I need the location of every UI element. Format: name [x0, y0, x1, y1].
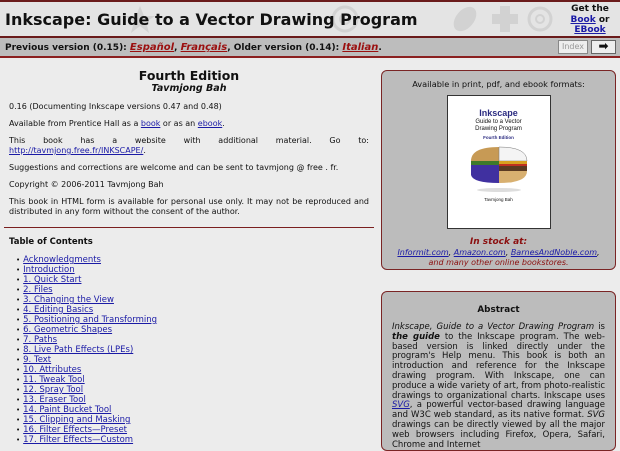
italian-link[interactable]: Italian [342, 42, 379, 53]
index-button[interactable]: Index [558, 40, 588, 54]
toc-link[interactable]: 4. Editing Basics [23, 305, 94, 315]
header [0, 0, 620, 38]
abstract-text: Inkscape, Guide to a Vector Drawing Program is the guide to the Inkscape program. The web-based version is linked directly under the program's Help menu. This book is both an introduction and reference for the Inkscape drawing program. With Inkscape, one can produce a wide variety of art, from photo-realistic drawings to organizational charts. Inkscape uses SVG, a powerful vector-based drawing language and W3C web standard, as its native format. SVG drawings can be directly viewed by all the major web browsers including Firefox, Opera, Safari, Chrome and Internet [392, 322, 605, 450]
toc-item[interactable] [24, 415, 378, 425]
toc-link[interactable]: 7. Paths [23, 335, 58, 345]
toc-link[interactable]: 8. Live Path Effects (LPEs) [23, 345, 134, 355]
toc-item[interactable] [24, 275, 378, 285]
cover-author: Tavmjong Bah [484, 197, 513, 202]
website-text: This book has a website with additional material. Go to: http://tavmjong.free.fr/INKSCAPE/. [9, 136, 369, 155]
informit-link[interactable]: Informit.com [397, 248, 449, 257]
toc-title: Table of Contents [9, 237, 93, 247]
availability-text: Available from Prentice Hall as a book or as an ebook. [9, 119, 225, 128]
toc-item[interactable] [24, 265, 378, 275]
burger-illustration [469, 145, 529, 193]
next-button[interactable] [591, 40, 616, 54]
prev-version-label: Previous version (0.15): [5, 43, 127, 53]
ebook-link[interactable]: EBook [574, 25, 606, 35]
amazon-link[interactable]: Amazon.com [453, 248, 506, 257]
version-nav: Previous version (0.15): Español, Français, Older version (0.14): Italian. Index ➡ [0, 38, 620, 58]
toc-link[interactable]: 12. Spray Tool [23, 385, 84, 395]
francais-link[interactable]: Français [180, 42, 228, 53]
toc-item[interactable] [24, 285, 378, 295]
author-name: Tavmjong Bah [151, 83, 227, 94]
toc-item[interactable] [24, 435, 378, 445]
buy-box [381, 70, 616, 270]
decoration-ellipse-icon [449, 2, 481, 35]
toc-link[interactable]: 5. Positioning and Transforming [23, 315, 158, 325]
toc-link[interactable]: 9. Text [23, 355, 52, 365]
toc-item[interactable] [24, 345, 378, 355]
toc-link[interactable]: Introduction [23, 265, 75, 275]
version-text: 0.16 (Documenting Inkscape versions 0.47 and 0.48) [9, 102, 222, 111]
license-text: This book in HTML form is available for personal use only. It may not be reproduced and distributed in any form without the consent of the author. [9, 197, 369, 216]
toc-link[interactable]: 13. Eraser Tool [23, 395, 86, 405]
ebook-link[interactable]: ebook [197, 119, 223, 128]
toc-item[interactable] [24, 375, 378, 385]
toc-link[interactable]: 15. Clipping and Masking [23, 415, 131, 425]
toc-link[interactable]: 14. Paint Bucket Tool [23, 405, 112, 415]
toc-list [0, 255, 378, 445]
other-stores-text: and many other online bookstores. [428, 258, 569, 267]
main-content [0, 62, 378, 445]
cover-title: Inkscape [479, 108, 518, 118]
toc-link[interactable]: 3. Changing the View [23, 295, 114, 305]
toc-item[interactable] [24, 405, 378, 415]
toc-link[interactable]: 10. Attributes [23, 365, 82, 375]
toc-link[interactable]: 1. Quick Start [23, 275, 82, 285]
toc-item[interactable] [24, 335, 378, 345]
decoration-flower-icon [492, 6, 518, 32]
toc-item[interactable] [24, 255, 378, 265]
toc-item[interactable] [24, 315, 378, 325]
available-text: Available in print, pdf, and ebook formats: [412, 79, 585, 89]
toc-link[interactable]: 17. Filter Effects—Custom [23, 435, 134, 445]
toc-item[interactable] [24, 325, 378, 335]
decoration-spiral-icon [529, 8, 551, 30]
in-stock-label: In stock at: [469, 237, 528, 247]
book-link[interactable]: Book [570, 14, 596, 25]
barnesandnoble-link[interactable]: BarnesAndNoble.com [510, 248, 598, 257]
get-book-panel [564, 4, 616, 36]
right-arrow-icon: ➡ [598, 39, 609, 53]
book-cover-image[interactable] [447, 95, 551, 229]
site-title: Inkscape: Guide to a Vector Drawing Program [5, 10, 418, 29]
toc-item[interactable] [24, 305, 378, 315]
stores-list: Informit.com, Amazon.com, BarnesAndNoble.com, and many other online bookstores. [397, 248, 600, 267]
toc-link[interactable]: 2. Files [23, 285, 53, 295]
toc-link[interactable]: 11. Tweak Tool [23, 375, 85, 385]
copyright-text: Copyright © 2006-2011 Tavmjong Bah [9, 180, 164, 189]
toc-link[interactable]: Acknowledgments [23, 255, 101, 265]
edition-heading: Fourth Edition [138, 68, 240, 83]
get-the-label: Get the [571, 4, 609, 14]
toc-item[interactable] [24, 295, 378, 305]
espanol-link[interactable]: Español [129, 42, 175, 53]
cover-subtitle: Guide to a Vector Drawing Program [475, 119, 522, 132]
suggestions-text: Suggestions and corrections are welcome and can be sent to tavmjong @ free . fr. [9, 163, 339, 172]
toc-item[interactable] [24, 395, 378, 405]
toc-link[interactable]: 16. Filter Effects—Preset [23, 425, 128, 435]
toc-link[interactable]: 6. Geometric Shapes [23, 325, 113, 335]
toc-item[interactable] [24, 425, 378, 435]
divider [4, 227, 374, 228]
toc-item[interactable] [24, 365, 378, 375]
abstract-title: Abstract [477, 305, 520, 315]
toc-item[interactable] [24, 355, 378, 365]
older-version-label: Older version (0.14): [233, 43, 340, 53]
or-label: or [598, 14, 610, 25]
cover-edition: Fourth Edition [483, 135, 514, 140]
svg-link[interactable]: SVG [392, 400, 410, 411]
toc-item[interactable] [24, 385, 378, 395]
book-link[interactable]: book [140, 119, 161, 128]
website-link[interactable]: http://tavmjong.free.fr/INKSCAPE/ [9, 146, 144, 155]
abstract-box [381, 291, 616, 451]
